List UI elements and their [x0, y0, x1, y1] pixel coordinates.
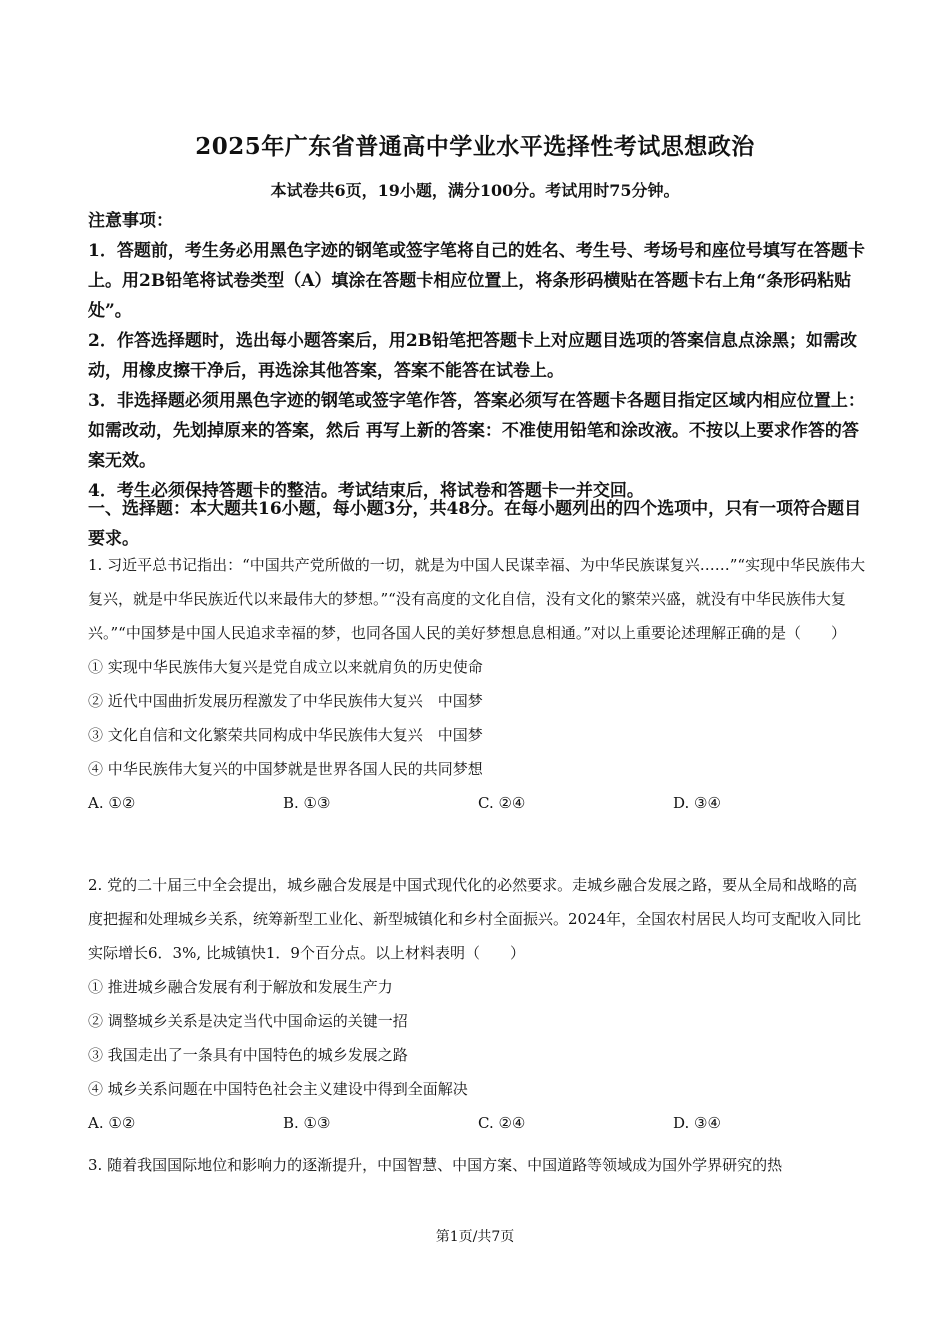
- answer-choices: [88, 786, 868, 820]
- note-item: 1．答题前，考生务必用黑色字迹的钢笔或签字笔将自己的姓名、考生号、考场号和座位号填写在答题卡上。用2B铅笔将试卷类型（A）填涂在答题卡相应位置上，将条形码横贴在答题卡右上角“条形码粘贴处”。: [88, 241, 865, 321]
- statement-option: ② 近代中国曲折发展历程激发了中华民族伟大复兴 中国梦: [88, 692, 483, 710]
- question-3: [88, 1148, 868, 1182]
- choice-a: A. ①②: [88, 794, 136, 812]
- choice-b: B. ①③: [283, 1114, 331, 1132]
- question-2: [88, 868, 868, 1140]
- statement-option: ③ 文化自信和文化繁荣共同构成中华民族伟大复兴 中国梦: [88, 726, 483, 744]
- question-stem: 3. 随着我国国际地位和影响力的逐渐提升，中国智慧、中国方案、中国道路等领域成为国外学界研究的热: [88, 1156, 783, 1174]
- statement-option: ② 调整城乡关系是决定当代中国命运的关键一招: [88, 1012, 408, 1030]
- question-stem: 2. 党的二十届三中全会提出，城乡融合发展是中国式现代化的必然要求。走城乡融合发展之路，要从全局和战略的高度把握和处理城乡关系，统筹新型工业化、新型城镇化和乡村全面振兴。2024年，全国农村居民人均可支配收入同比实际增长6．3%, 比城镇快1．9个百分点。以上材料表明（ ）: [88, 876, 862, 962]
- page-number: 第1页/共7页: [435, 1229, 515, 1245]
- note-item: 3．非选择题必须用黑色字迹的钢笔或签字笔作答，答案必须写在答题卡各题目指定区域内相应位置上：如需改动，先划掉原来的答案，然后 再写上新的答案：不准使用铅笔和涂改液。不按以上要求作答的答案无效。: [88, 391, 865, 471]
- page-title: 2025年广东省普通高中学业水平选择性考试思想政治: [195, 133, 755, 160]
- note-item: 2．作答选择题时，选出每小题答案后，用2B铅笔把答题卡上对应题目选项的答案信息点涂黑；如需改动，用橡皮擦干净后，再选涂其他答案，答案不能答在试卷上。: [88, 331, 858, 381]
- statement-option: ③ 我国走出了一条具有中国特色的城乡发展之路: [88, 1046, 408, 1064]
- statement-option: ④ 中华民族伟大复兴的中国梦就是世界各国人民的共同梦想: [88, 760, 483, 778]
- section-heading: 一、选择题：本大题共16小题，每小题3分，共48分。在每小题列出的四个选项中，只有一项符合题目要求。: [88, 499, 862, 549]
- exam-info: 本试卷共6页，19小题，满分100分。考试用时75分钟。: [270, 181, 680, 200]
- question-1: [88, 548, 868, 820]
- choice-d: D. ③④: [673, 794, 721, 812]
- choice-c: C. ②④: [478, 1114, 526, 1132]
- notes-block: [88, 206, 868, 506]
- note-item: 4．考生必须保持答题卡的整洁。考试结束后，将试卷和答题卡一并交回。: [88, 481, 644, 501]
- statement-option: ① 实现中华民族伟大复兴是党自成立以来就肩负的历史使命: [88, 658, 483, 676]
- question-stem: 1. 习近平总书记指出：“中国共产党所做的一切，就是为中国人民谋幸福、为中华民族谋复兴……”“实现中华民族伟大复兴，就是中华民族近代以来最伟大的梦想。”“没有高度的文化自信，没有文化的繁荣兴盛，就没有中华民族伟大复兴。”“中国梦是中国人民追求幸福的梦，也同各国人民的美好梦想息息相通。”对以上重要论述理解正确的是（ ）: [88, 556, 866, 642]
- notes-heading: 注意事项：: [88, 211, 173, 231]
- choice-d: D. ③④: [673, 1114, 721, 1132]
- statement-option: ④ 城乡关系问题在中国特色社会主义建设中得到全面解决: [88, 1080, 468, 1098]
- choice-a: A. ①②: [88, 1114, 136, 1132]
- statement-option: ① 推进城乡融合发展有利于解放和发展生产力: [88, 978, 393, 996]
- choice-c: C. ②④: [478, 794, 526, 812]
- choice-b: B. ①③: [283, 794, 331, 812]
- answer-choices: [88, 1106, 868, 1140]
